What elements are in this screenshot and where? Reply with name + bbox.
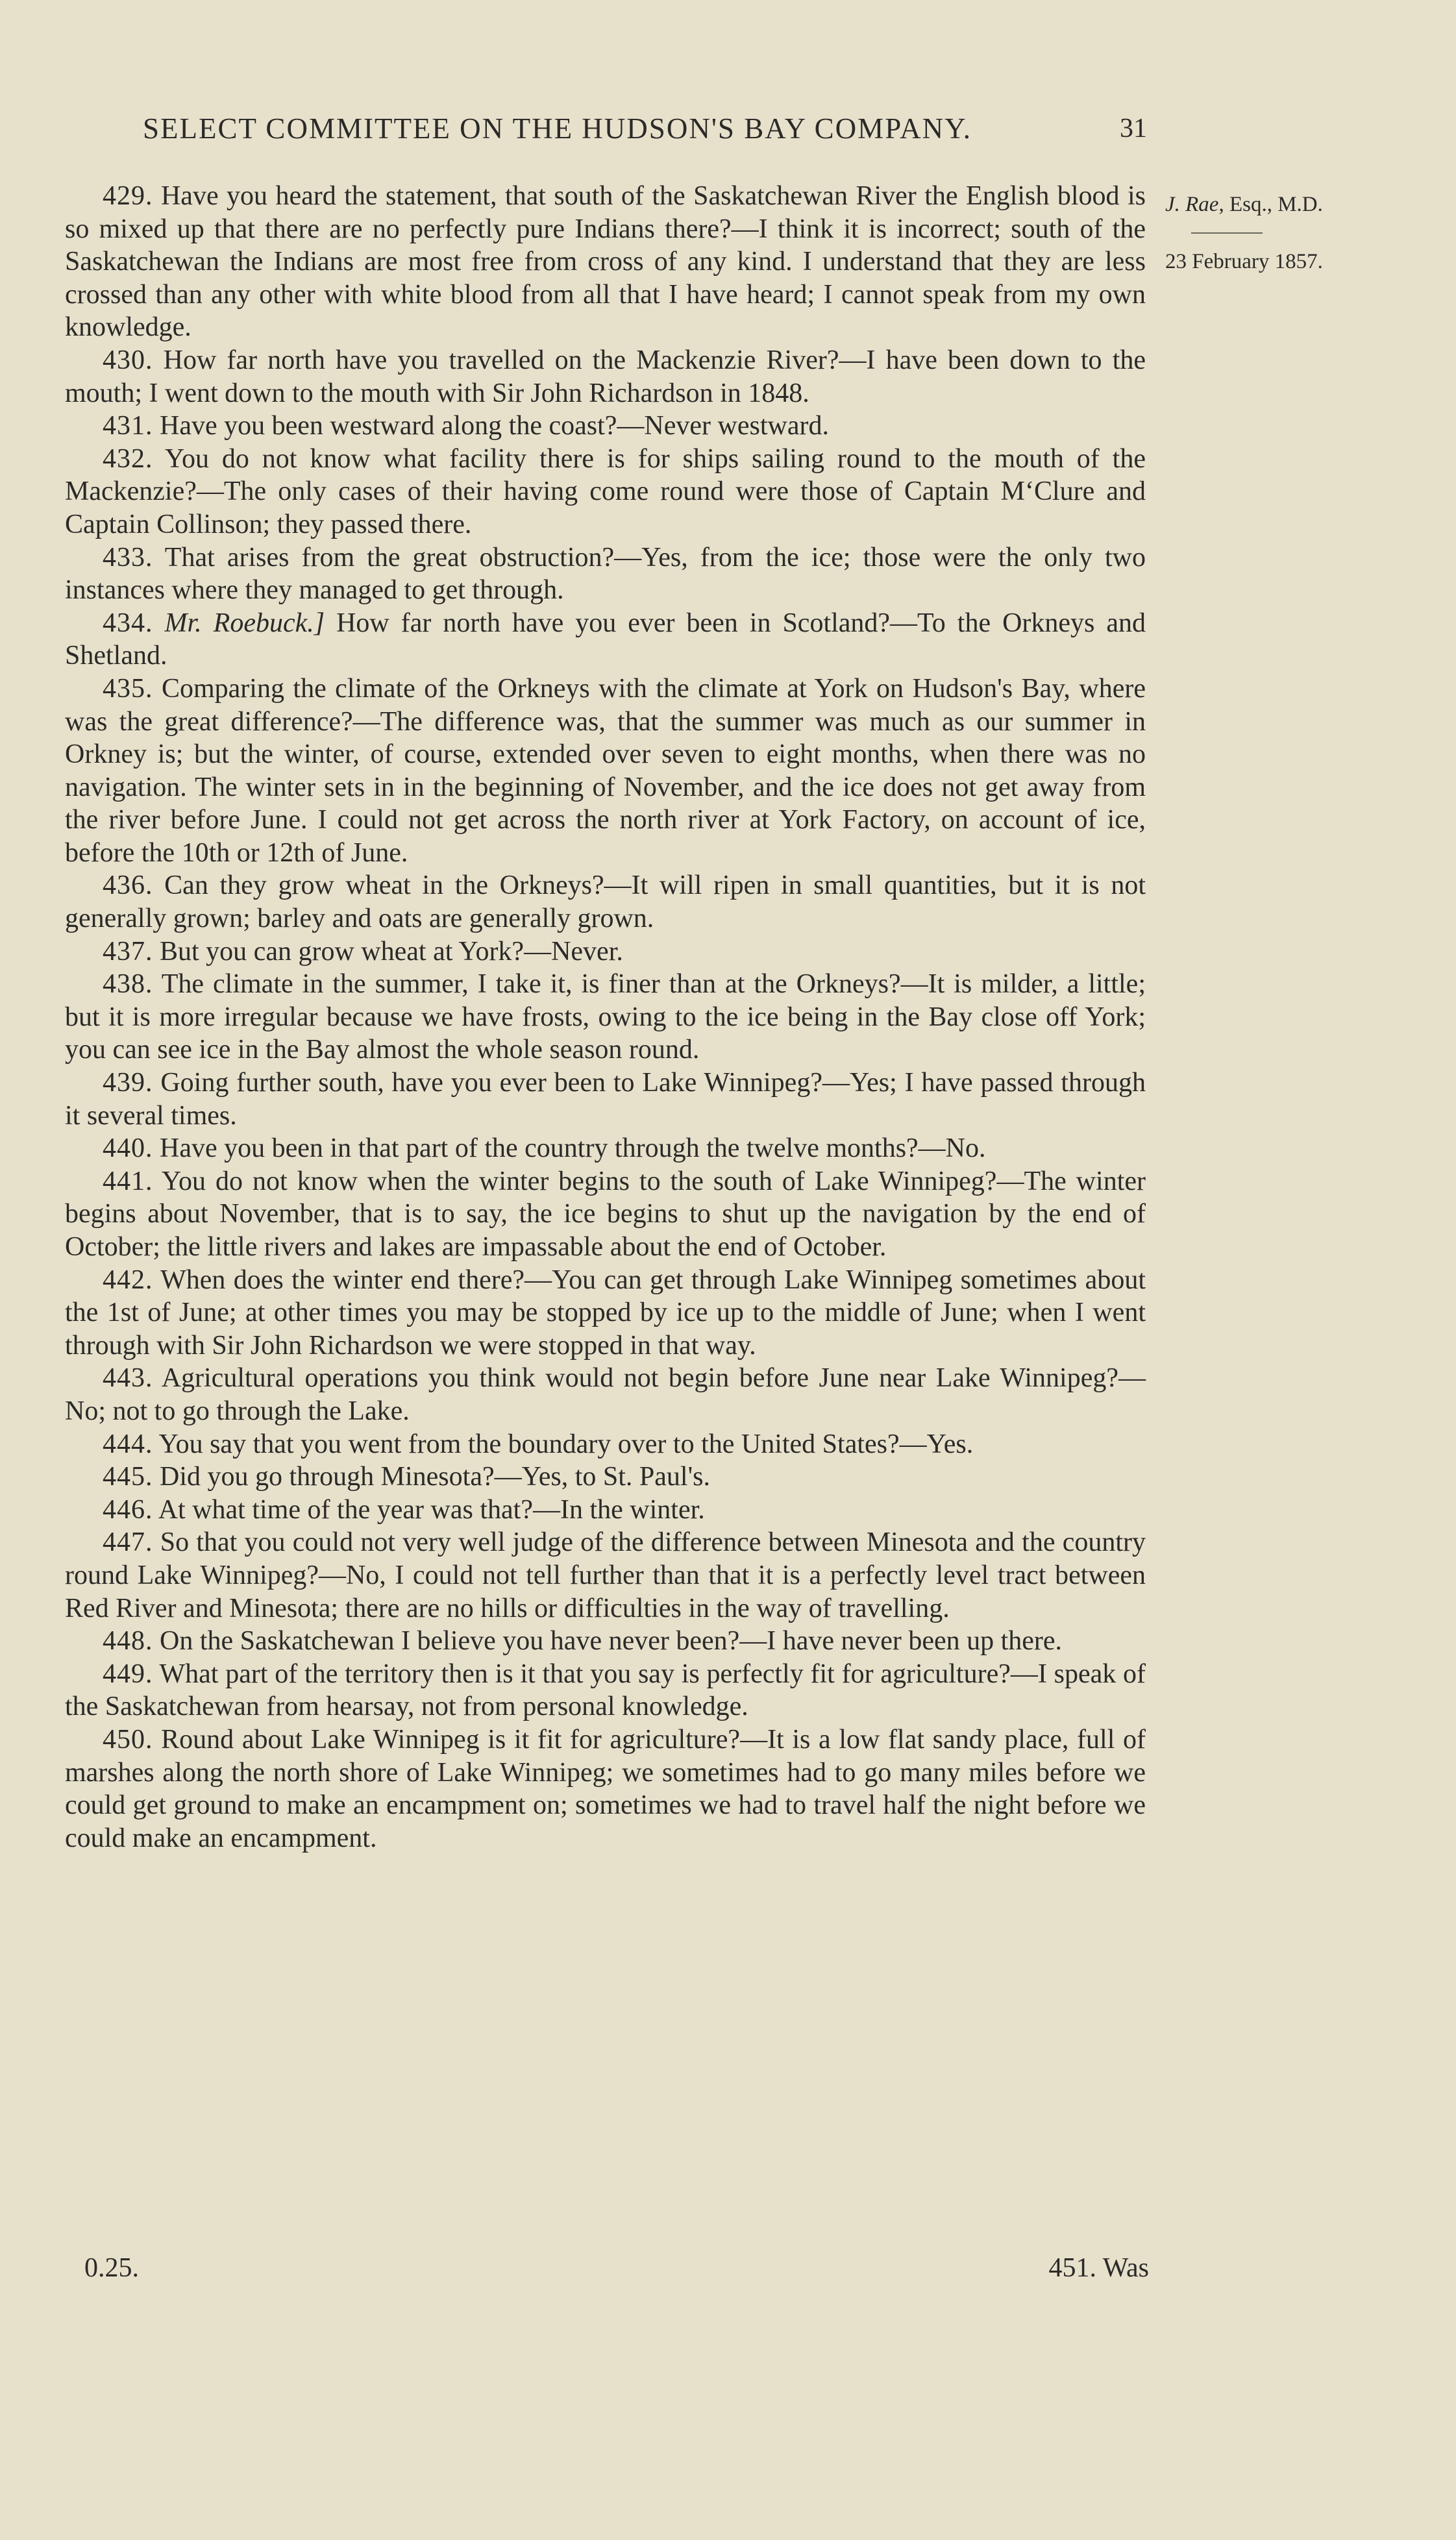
testimony-date: 23 February 1857. <box>1165 250 1323 273</box>
question-number: 441. <box>103 1166 153 1196</box>
question-paragraph <box>65 180 1146 344</box>
question-paragraph <box>65 1067 1146 1132</box>
question-number: 449. <box>103 1658 153 1689</box>
question-text: Agricultural operations you think would not begin before June near Lake Winnipeg?—No; not to go through the Lake. <box>65 1363 1146 1426</box>
question-text: Going further south, have you ever been to Lake Winnipeg?—Yes; I have passed through it several times. <box>65 1068 1146 1131</box>
question-number: 447. <box>103 1527 153 1558</box>
question-paragraph <box>65 1264 1146 1362</box>
running-head-title: SELECT COMMITTEE ON THE HUDSON'S BAY COMPANY. <box>143 112 972 145</box>
question-paragraph <box>65 672 1146 870</box>
question-text: How far north have you travelled on the Mackenzie River?—I have been down to the mouth; I went down to the mouth with Sir John Richardson in 1848. <box>65 345 1146 408</box>
question-number: 430. <box>103 345 153 375</box>
running-head <box>143 112 1181 145</box>
printer-signature: 0.25. <box>84 2253 139 2283</box>
question-text: Did you go through Minesota?—Yes, to St. Paul's. <box>160 1462 710 1492</box>
question-text: That arises from the great obstruction?—Yes, from the ice; those were the only two instances where they managed to get through. <box>65 542 1146 606</box>
question-paragraph <box>65 1362 1146 1427</box>
question-paragraph <box>65 344 1146 410</box>
question-number: 439. <box>103 1068 153 1098</box>
question-paragraph <box>65 1461 1146 1494</box>
question-text: You do not know what facility there is for ships sailing round to the mouth of the Mackenzie?—The only cases of their having come round were those of Captain M‘Clure and Captain Collinson; they passed there. <box>65 443 1146 539</box>
question-paragraph <box>65 1526 1146 1625</box>
question-paragraph <box>65 607 1146 672</box>
question-text: Have you been in that part of the country through the twelve months?—No. <box>160 1133 986 1164</box>
question-number: 437. <box>103 936 153 967</box>
witness-name-italic: J. Rae <box>1165 193 1219 216</box>
question-number: 429. <box>103 181 153 211</box>
question-text: Have you been westward along the coast?—Never westward. <box>160 411 829 441</box>
question-number: 433. <box>103 542 153 573</box>
question-number: 444. <box>103 1429 153 1459</box>
question-paragraph <box>65 1494 1146 1527</box>
question-text: But you can grow wheat at York?—Never. <box>160 936 623 967</box>
question-paragraph <box>65 1723 1146 1855</box>
question-paragraph <box>65 1428 1146 1461</box>
question-text: You do not know when the winter begins to the south of Lake Winnipeg?—The winter begins about November, that is to say, the ice begins to shut up the navigation by the end of October; the little rivers and lakes are impassable about the end of October. <box>65 1166 1146 1262</box>
question-number: 431. <box>103 411 153 441</box>
question-paragraph <box>65 410 1146 443</box>
page-number: 31 <box>1120 114 1147 143</box>
question-number: 442. <box>103 1264 153 1295</box>
question-paragraph <box>65 541 1146 607</box>
question-paragraph <box>65 1625 1146 1658</box>
margin-rule <box>1191 232 1263 234</box>
margin-note <box>1165 188 1379 278</box>
question-text: So that you could not very well judge of the difference between Minesota and the country round Lake Winnipeg?—No, I could not tell further than that it is a perfectly level tract between Red River and Minesota; there are no hills or difficulties in the way of travelling. <box>65 1527 1146 1623</box>
question-text: Can they grow wheat in the Orkneys?—It will ripen in small quantities, but it is not generally grown; barley and oats are generally grown. <box>65 870 1146 934</box>
question-text: At what time of the year was that?—In the winter. <box>158 1494 705 1525</box>
question-paragraph <box>65 1658 1146 1723</box>
speaker-label: Mr. Roebuck.] <box>164 608 325 638</box>
question-number: 446. <box>103 1494 153 1525</box>
question-number: 438. <box>103 969 153 1000</box>
question-paragraph <box>65 1132 1146 1165</box>
question-number: 436. <box>103 870 153 901</box>
question-text: Round about Lake Winnipeg is it fit for agriculture?—It is a low flat sandy place, full of marshes along the north shore of Lake Winnipeg; we sometimes had to go many miles before we could get ground to make an encampment on; sometimes we had to travel half the night before we could make an encampment. <box>65 1724 1146 1853</box>
question-number: 432. <box>103 443 153 474</box>
question-paragraph <box>65 968 1146 1067</box>
question-number: 434. <box>103 608 153 638</box>
question-number: 445. <box>103 1462 153 1492</box>
question-text: On the Saskatchewan I believe you have never been?—I have never been up there. <box>160 1626 1063 1657</box>
question-text: The climate in the summer, I take it, is finer than at the Orkneys?—It is milder, a little; but it is more irregular because we have frosts, owing to the ice being in the Bay close off York; you can see ice in the Bay almost the whole season round. <box>65 969 1146 1065</box>
question-number: 443. <box>103 1363 153 1394</box>
question-text: What part of the territory then is it that you say is perfectly fit for agriculture?—I speak of the Saskatchewan from hearsay, not from personal knowledge. <box>65 1658 1146 1722</box>
testimony-body <box>65 180 1146 1855</box>
witness-name <box>1165 188 1379 221</box>
question-paragraph <box>65 1165 1146 1264</box>
question-text: Have you heard the statement, that south of the Saskatchewan River the English blood is so mixed up that there are no perfectly pure Indians there?—I think it is incorrect; south of the Saskatchewan the Indians are most free from cross of any kind. I understand that they are less crossed than any other with white blood from all that I have heard; I cannot speak from my own knowledge. <box>65 181 1146 343</box>
catchword: 451. Was <box>1048 2253 1149 2283</box>
question-text: When does the winter end there?—You can get through Lake Winnipeg sometimes about the 1st of June; at other times you may be stopped by ice up to the middle of June; when I went through with Sir John Richardson we were stopped in that way. <box>65 1264 1146 1361</box>
question-number: 435. <box>103 673 153 704</box>
question-text: Comparing the climate of the Orkneys with the climate at York on Hudson's Bay, where was the great difference?—The difference was, that the summer was much as our summer in Orkney is; but the winter, of course, extended over seven to eight months, when there was no navigation. The winter sets in in the beginning of November, and the ice does not get away from the river before June. I could not get across the north river at York Factory, on account of ice, before the 10th or 12th of June. <box>65 673 1146 868</box>
question-paragraph <box>65 443 1146 541</box>
question-text: How far north have you ever been in Scotland?—To the Orkneys and Shetland. <box>65 608 1146 671</box>
witness-suffix: , Esq., M.D. <box>1218 193 1323 216</box>
question-number: 448. <box>103 1626 153 1657</box>
question-text: You say that you went from the boundary over to the United States?—Yes. <box>158 1429 974 1459</box>
question-number: 440. <box>103 1133 153 1164</box>
question-paragraph <box>65 935 1146 968</box>
question-paragraph <box>65 869 1146 935</box>
question-number: 450. <box>103 1724 153 1755</box>
